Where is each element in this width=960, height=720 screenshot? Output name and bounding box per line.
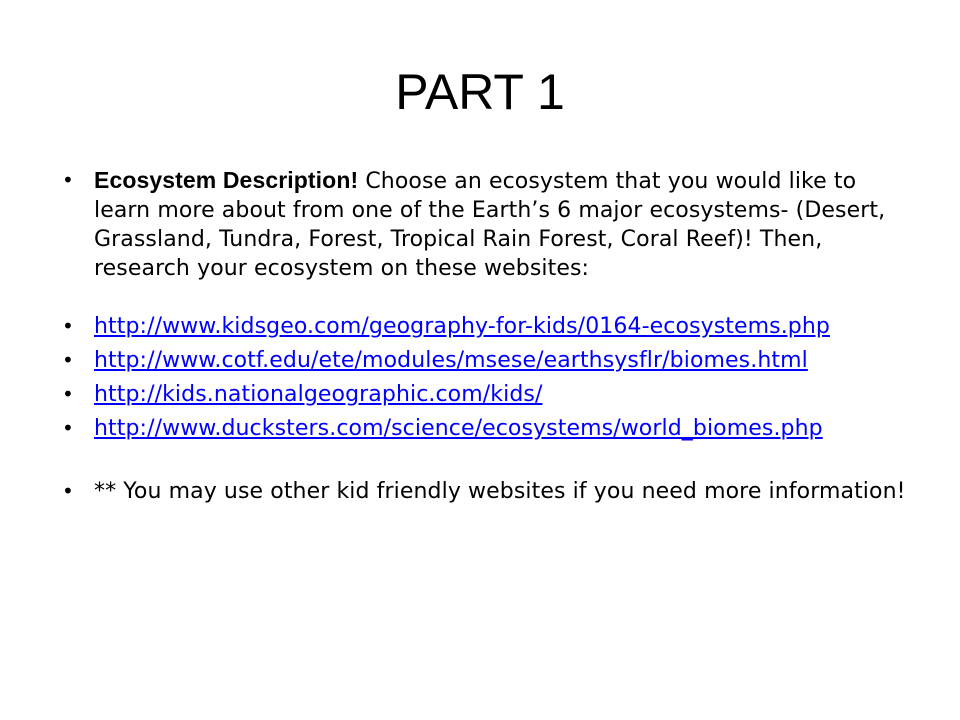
note-text: ** You may use other kid friendly websites if you need more information!: [94, 479, 906, 504]
bullet-icon: •: [62, 382, 74, 406]
bullet-ecosystem-description: [62, 166, 912, 283]
link-natgeo-kids[interactable]: http://kids.nationalgeographic.com/kids/: [94, 382, 543, 407]
link-cotf[interactable]: http://www.cotf.edu/ete/modules/msese/earthsysflr/biomes.html: [94, 348, 808, 373]
bullet-icon: •: [62, 348, 74, 372]
ecosystem-description-heading: Ecosystem Description!: [94, 167, 359, 193]
bullet-link-cotf: [62, 346, 912, 375]
bullet-link-kidsgeo: [62, 312, 912, 341]
bullet-note: [62, 477, 912, 506]
link-ducksters[interactable]: http://www.ducksters.com/science/ecosystems/world_biomes.php: [94, 416, 823, 441]
bullet-icon: •: [62, 479, 74, 503]
bullet-icon: •: [62, 314, 74, 338]
ecosystem-description-text: Choose an ecosystem that you would like to learn more about from one of the Earth’s 6 major ecosystems- (Desert, Grassland, Tundra, Forest, Tropical Rain Forest, Coral Reef)! Then, research your ecosystem on these websites:: [94, 169, 886, 281]
link-kidsgeo[interactable]: http://www.kidsgeo.com/geography-for-kids/0164-ecosystems.php: [94, 314, 830, 339]
bullet-link-natgeo-kids: [62, 380, 912, 409]
slide-title: PART 1: [395, 64, 565, 120]
bullet-icon: •: [62, 416, 74, 440]
slide-content: [62, 166, 912, 506]
bullet-icon: •: [62, 168, 74, 192]
bullet-link-ducksters: [62, 414, 912, 443]
